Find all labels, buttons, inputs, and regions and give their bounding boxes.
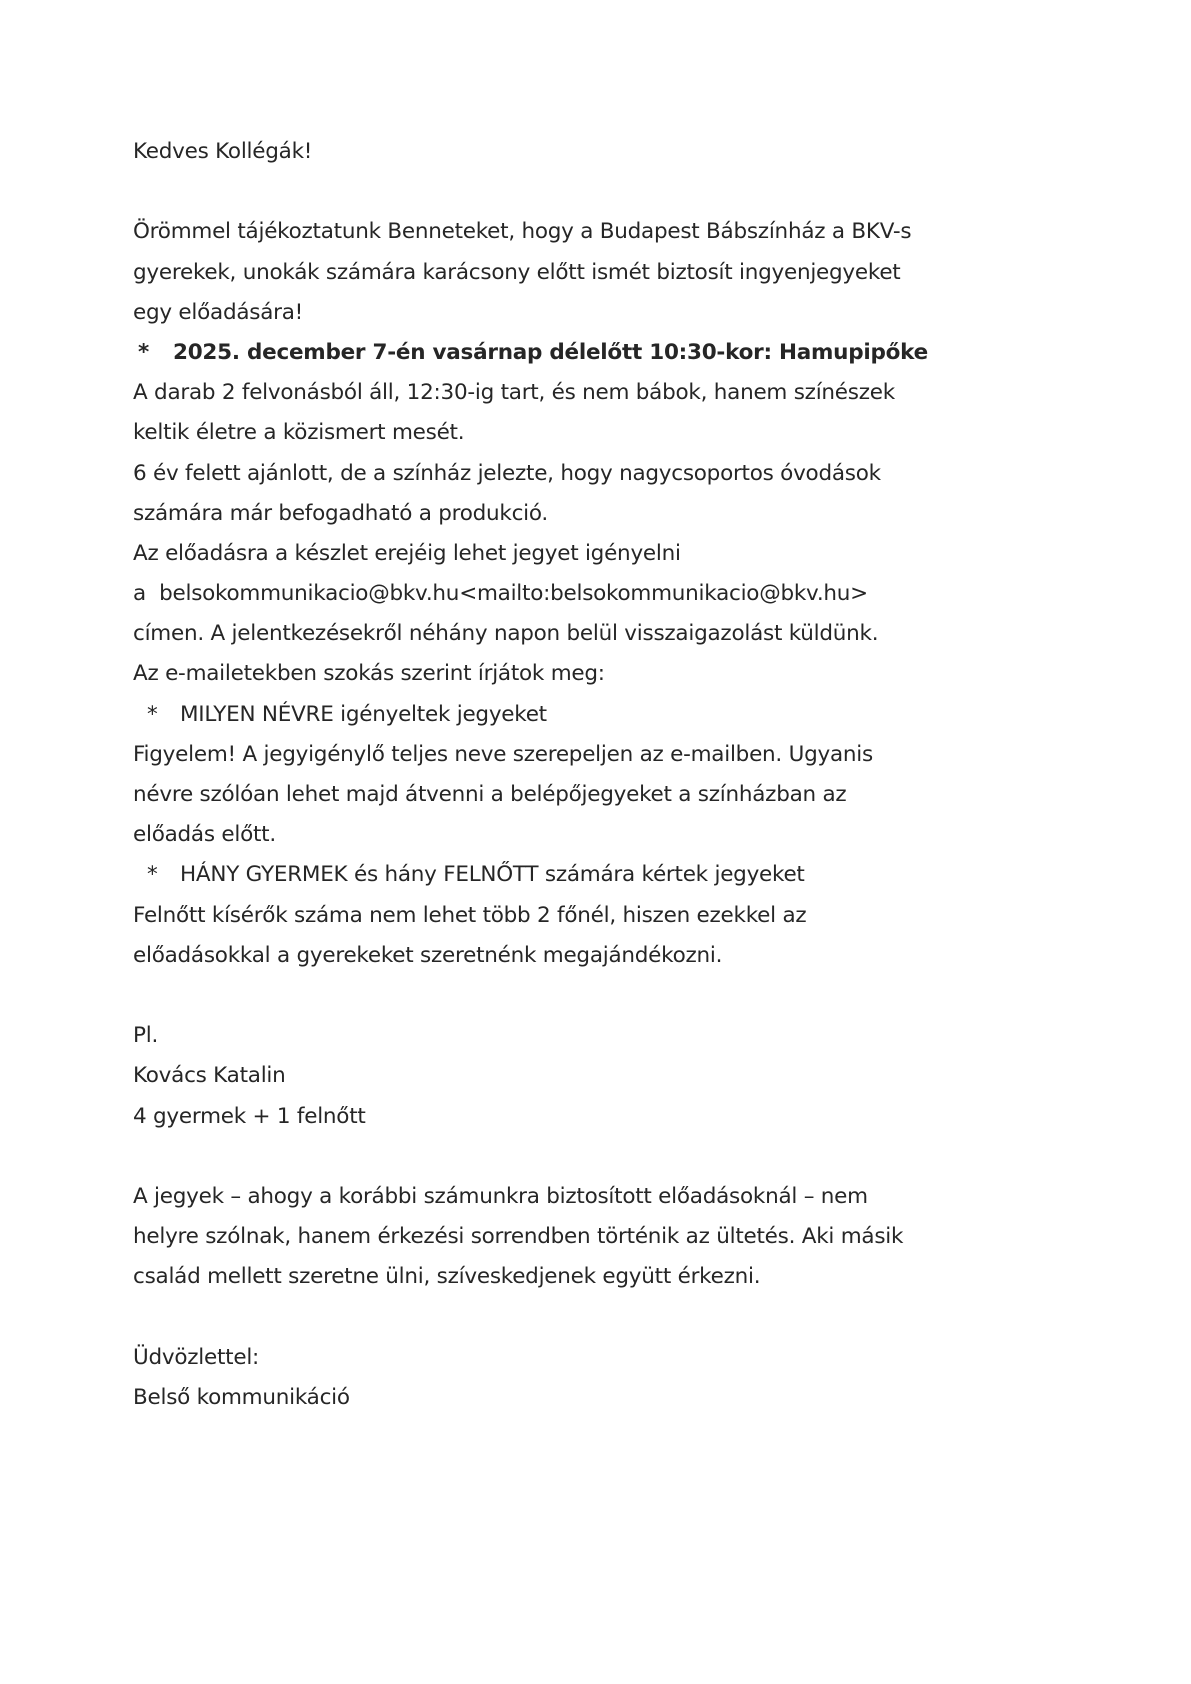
note-line: névre szólóan lehet majd átvenni a belépőjegyeket a színházban az: [133, 782, 847, 807]
bullet-asterisk: *: [147, 862, 158, 888]
note-line: Felnőtt kísérők száma nem lehet több 2 főnél, hiszen ezekkel az: [133, 902, 807, 928]
bullet-text: HÁNY GYERMEK és hány FELNŐTT számára kértek jegyeket: [180, 862, 805, 888]
signature: Belső kommunikáció: [133, 1384, 350, 1410]
example-count: 4 gyermek + 1 felnőtt: [133, 1103, 366, 1129]
event-text: 2025. december 7-én vasárnap délelőtt 10:30-kor: Hamupipőke: [173, 339, 928, 365]
after-email-line: Az e-mailetekben szokás szerint írjátok meg:: [133, 661, 605, 687]
bullet-asterisk: *: [147, 701, 158, 727]
email-prefix: a: [133, 581, 160, 607]
example-name: Kovács Katalin: [133, 1063, 286, 1089]
bullet-item-name: [133, 695, 1073, 735]
detail-line: A darab 2 felvonásból áll, 12:30-ig tart, és nem bábok, hanem színészek: [133, 380, 895, 406]
email-address-link[interactable]: belsokommunikacio@bkv.hu: [159, 581, 460, 607]
intro-line: egy előadására!: [133, 299, 304, 325]
mailto-text: <mailto:belsokommunikacio@bkv.hu>: [459, 581, 868, 607]
example-label: Pl.: [133, 1023, 159, 1049]
seating-line: család mellett szeretne ülni, szíveskedjenek együtt érkezni.: [133, 1264, 761, 1290]
detail-line: számára már befogadható a produkció.: [133, 500, 549, 526]
bullet-text: MILYEN NÉVRE igényeltek jegyeket: [180, 701, 547, 727]
detail-line: keltik életre a közismert mesét.: [133, 420, 465, 446]
email-line: [133, 574, 1073, 614]
event-bullet-item: [133, 333, 1073, 373]
detail-line: Az előadásra a készlet erejéig lehet jegyet igényelni: [133, 540, 681, 566]
bullet-asterisk: *: [138, 339, 149, 365]
spacer: [133, 1297, 1073, 1337]
bullet-item-count: [133, 855, 1073, 895]
detail-line: 6 év felett ajánlott, de a színház jelezte, hogy nagycsoportos óvodások: [133, 460, 881, 486]
spacer: [133, 1137, 1073, 1177]
intro-line: gyerekek, unokák számára karácsony előtt ismét biztosít ingyenjegyeket: [133, 259, 901, 285]
greeting: Kedves Kollégák!: [133, 139, 313, 164]
seating-line: helyre szólnak, hanem érkezési sorrendben történik az ültetés. Aki másik: [133, 1224, 904, 1250]
intro-line: Örömmel tájékoztatunk Benneteket, hogy a Budapest Bábszínház a BKV-s: [133, 219, 912, 245]
spacer: [133, 976, 1073, 1016]
document-body: [133, 132, 1073, 1418]
after-email-line: címen. A jelentkezésekről néhány napon belül visszaigazolást küldünk.: [133, 621, 879, 647]
note-line: Figyelem! A jegyigénylő teljes neve szerepeljen az e-mailben. Ugyanis: [133, 741, 873, 767]
spacer: [133, 172, 1073, 212]
note-line: előadásokkal a gyerekeket szeretnénk megajándékozni.: [133, 942, 723, 968]
note-line: előadás előtt.: [133, 822, 276, 848]
seating-line: A jegyek – ahogy a korábbi számunkra biztosított előadásoknál – nem: [133, 1183, 868, 1209]
closing: Üdvözlettel:: [133, 1344, 260, 1370]
